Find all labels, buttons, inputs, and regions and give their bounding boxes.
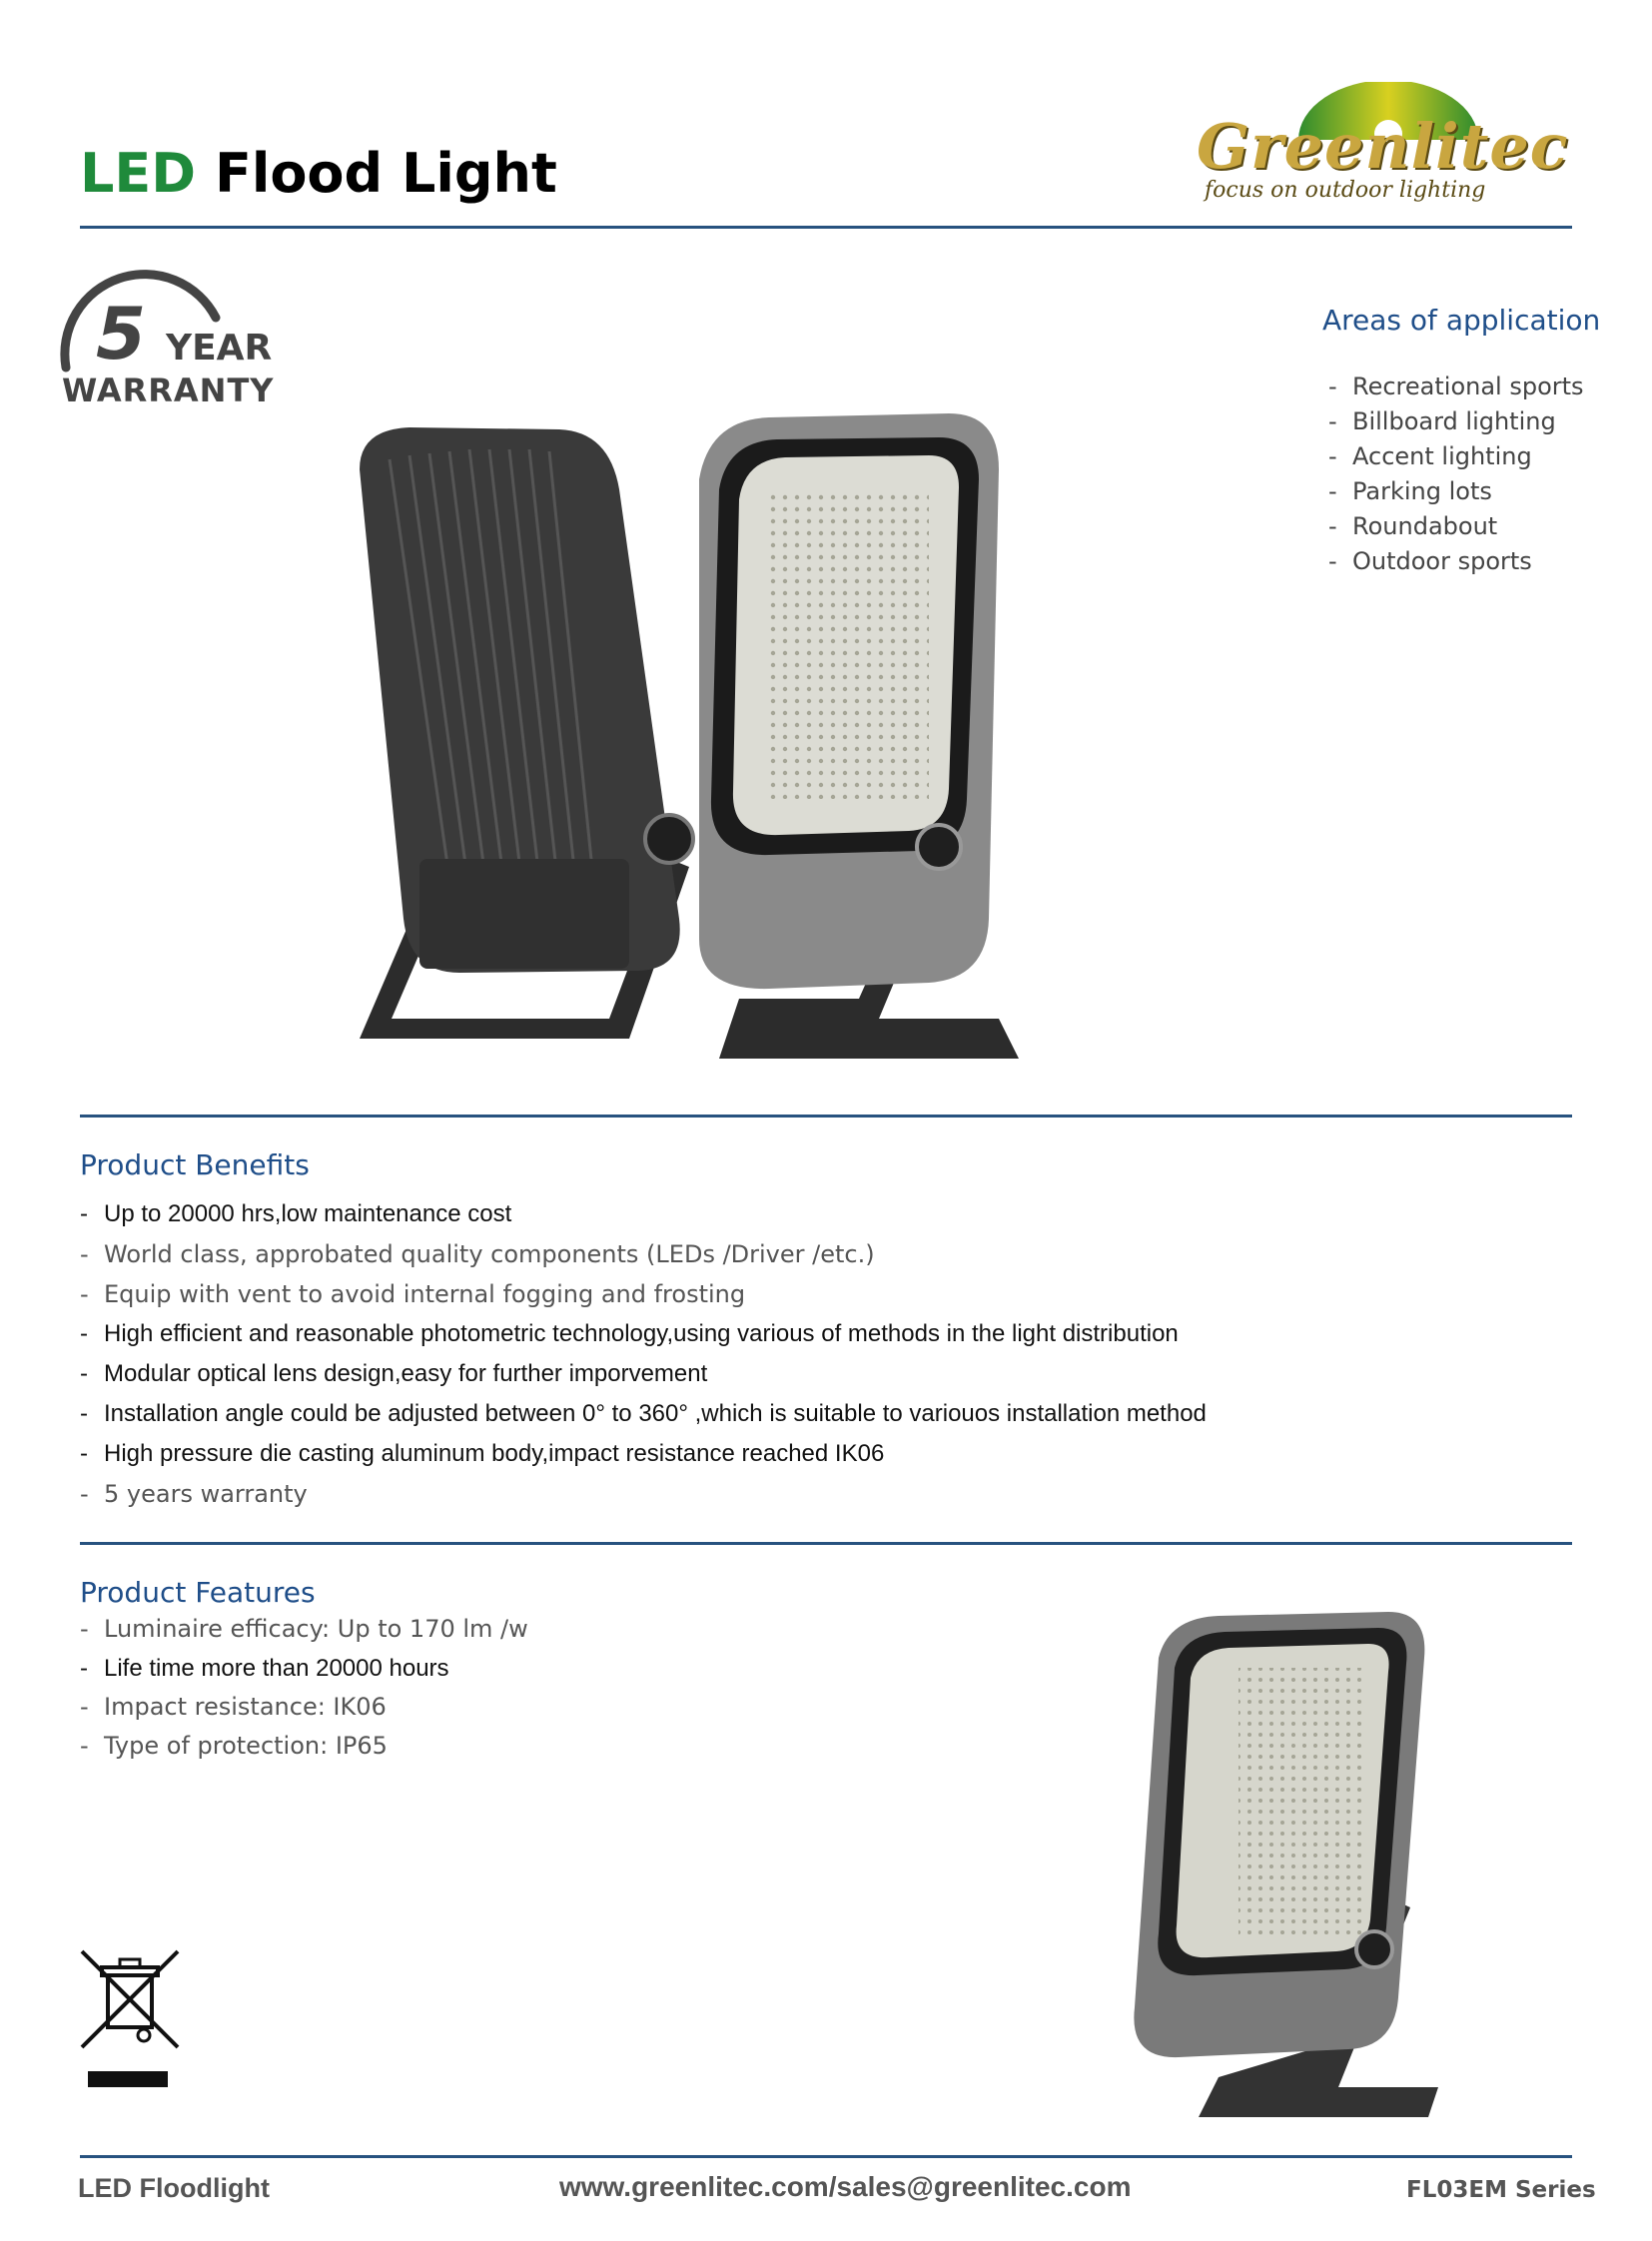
brand-logo [1189, 82, 1569, 212]
footer-divider [80, 2155, 1572, 2158]
list-item: - High efficient and reasonable photometric technology,using various of methods in the light distribution [80, 1320, 1179, 1347]
product-image-wet [1069, 1598, 1448, 2117]
section-divider [80, 1542, 1572, 1545]
title-accent: LED [80, 142, 197, 205]
list-item: - Modular optical lens design,easy for further imporvement [80, 1360, 708, 1387]
list-item: - Luminaire efficacy: Up to 170 lm /w [80, 1615, 528, 1643]
page-title [80, 142, 557, 205]
title-rest: Flood Light [214, 142, 557, 205]
areas-heading: Areas of application [1322, 304, 1601, 337]
features-list [80, 1610, 528, 1766]
list-item: - Installation angle could be adjusted between 0° to 360° ,which is suitable to variouos installation method [80, 1400, 1207, 1427]
list-item: - Billboard lighting [1328, 407, 1556, 435]
product-image-pair [300, 360, 1029, 1059]
floodlight-product-photo [300, 360, 1029, 1059]
footer-product-name: LED Floodlight [78, 2173, 270, 2203]
features-heading: Product Features [80, 1576, 316, 1609]
footer-series: FL03EM Series [1406, 2177, 1596, 2203]
list-item: - World class, approbated quality components (LEDs /Driver /etc.) [80, 1240, 875, 1268]
list-item: - Parking lots [1328, 477, 1492, 505]
list-item: - Outdoor sports [1328, 547, 1532, 575]
logo-wordmark: Greenlitec [1197, 110, 1569, 183]
warranty-year-label: YEAR [166, 328, 273, 369]
footer-contact: www.greenlitec.com/sales@greenlitec.com [559, 2171, 1132, 2202]
list-item: - Impact resistance: IK06 [80, 1693, 387, 1721]
warranty-badge [56, 268, 286, 417]
logo-tagline: focus on outdoor lighting [1205, 178, 1486, 203]
list-item: - Accent lighting [1328, 442, 1532, 470]
list-item: - Roundabout [1328, 512, 1498, 540]
section-divider [80, 1115, 1572, 1118]
benefits-list [80, 1194, 1207, 1514]
areas-list [1328, 370, 1584, 579]
list-item: - Equip with vent to avoid internal fogging and frosting [80, 1280, 746, 1308]
list-item: - Type of protection: IP65 [80, 1732, 388, 1760]
warranty-label: WARRANTY [62, 372, 275, 409]
benefits-heading: Product Benefits [80, 1148, 310, 1181]
header-divider [80, 226, 1572, 229]
weee-crossed-bin-icon [78, 1947, 182, 2087]
warranty-years-number: 5 [96, 292, 147, 375]
list-item: - 5 years warranty [80, 1480, 308, 1508]
list-item: - Up to 20000 hrs,low maintenance cost [80, 1200, 512, 1227]
list-item: - Life time more than 20000 hours [80, 1655, 449, 1682]
list-item: - Recreational sports [1328, 373, 1584, 400]
floodlight-wet-photo [1069, 1598, 1448, 2117]
list-item: - High pressure die casting aluminum body,impact resistance reached IK06 [80, 1440, 885, 1467]
